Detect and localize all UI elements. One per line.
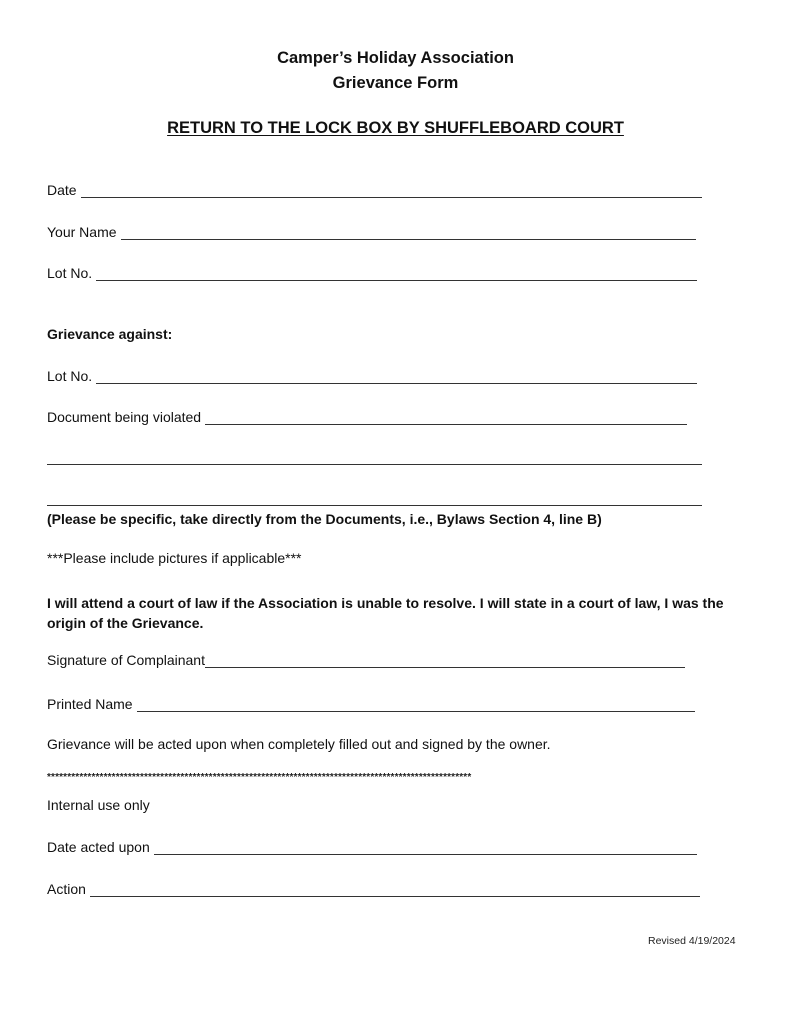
your-name-row [47,222,696,240]
action-row [47,879,700,897]
internal-use-heading: Internal use only [47,797,150,813]
acted-upon-note: Grievance will be acted upon when completely filled out and signed by the owner. [47,736,551,752]
date-acted-label: Date acted upon [47,839,150,855]
date-label: Date [47,182,77,198]
grievance-lot-row [47,366,697,384]
signature-field[interactable] [205,653,685,668]
revised-date: Revised 4/19/2024 [648,935,736,947]
printed-name-field[interactable] [137,697,695,712]
date-field[interactable] [81,183,702,198]
date-acted-row [47,837,697,855]
action-field[interactable] [90,882,700,897]
lot-no-field[interactable] [96,266,697,281]
printed-name-row [47,694,695,712]
printed-name-label: Printed Name [47,696,133,712]
grievance-against-heading: Grievance against: [47,326,173,342]
document-violated-field[interactable] [205,410,687,425]
form-title: Grievance Form [332,74,459,92]
document-violated-row [47,407,687,425]
document-violated-label: Document being violated [47,409,202,425]
association-title: Camper’s Holiday Association [277,49,514,67]
be-specific-note: (Please be specific, take directly from the Documents, i.e., Bylaws Section 4, line B) [47,511,602,527]
lot-no-row [47,263,697,281]
date-row [47,180,702,198]
lot-no-label: Lot No. [47,265,93,281]
date-acted-field[interactable] [154,840,697,855]
grievance-lot-label: Lot No. [47,368,93,384]
signature-row [47,650,685,668]
action-label: Action [47,881,86,897]
document-detail-line-2[interactable] [47,491,702,506]
your-name-label: Your Name [47,224,117,240]
separator-asterisks: ********************************************************************************************************* [47,772,472,783]
grievance-lot-field[interactable] [96,369,697,384]
document-detail-line-1[interactable] [47,450,702,465]
signature-label: Signature of Complainant [47,652,205,668]
court-statement: I will attend a court of law if the Association is unable to resolve. I will state in a court of law, I was the origin of the Grievance. [47,595,724,631]
return-instruction: RETURN TO THE LOCK BOX BY SHUFFLEBOARD COURT [167,119,624,137]
pictures-note: ***Please include pictures if applicable*** [47,550,302,566]
your-name-field[interactable] [121,225,696,240]
